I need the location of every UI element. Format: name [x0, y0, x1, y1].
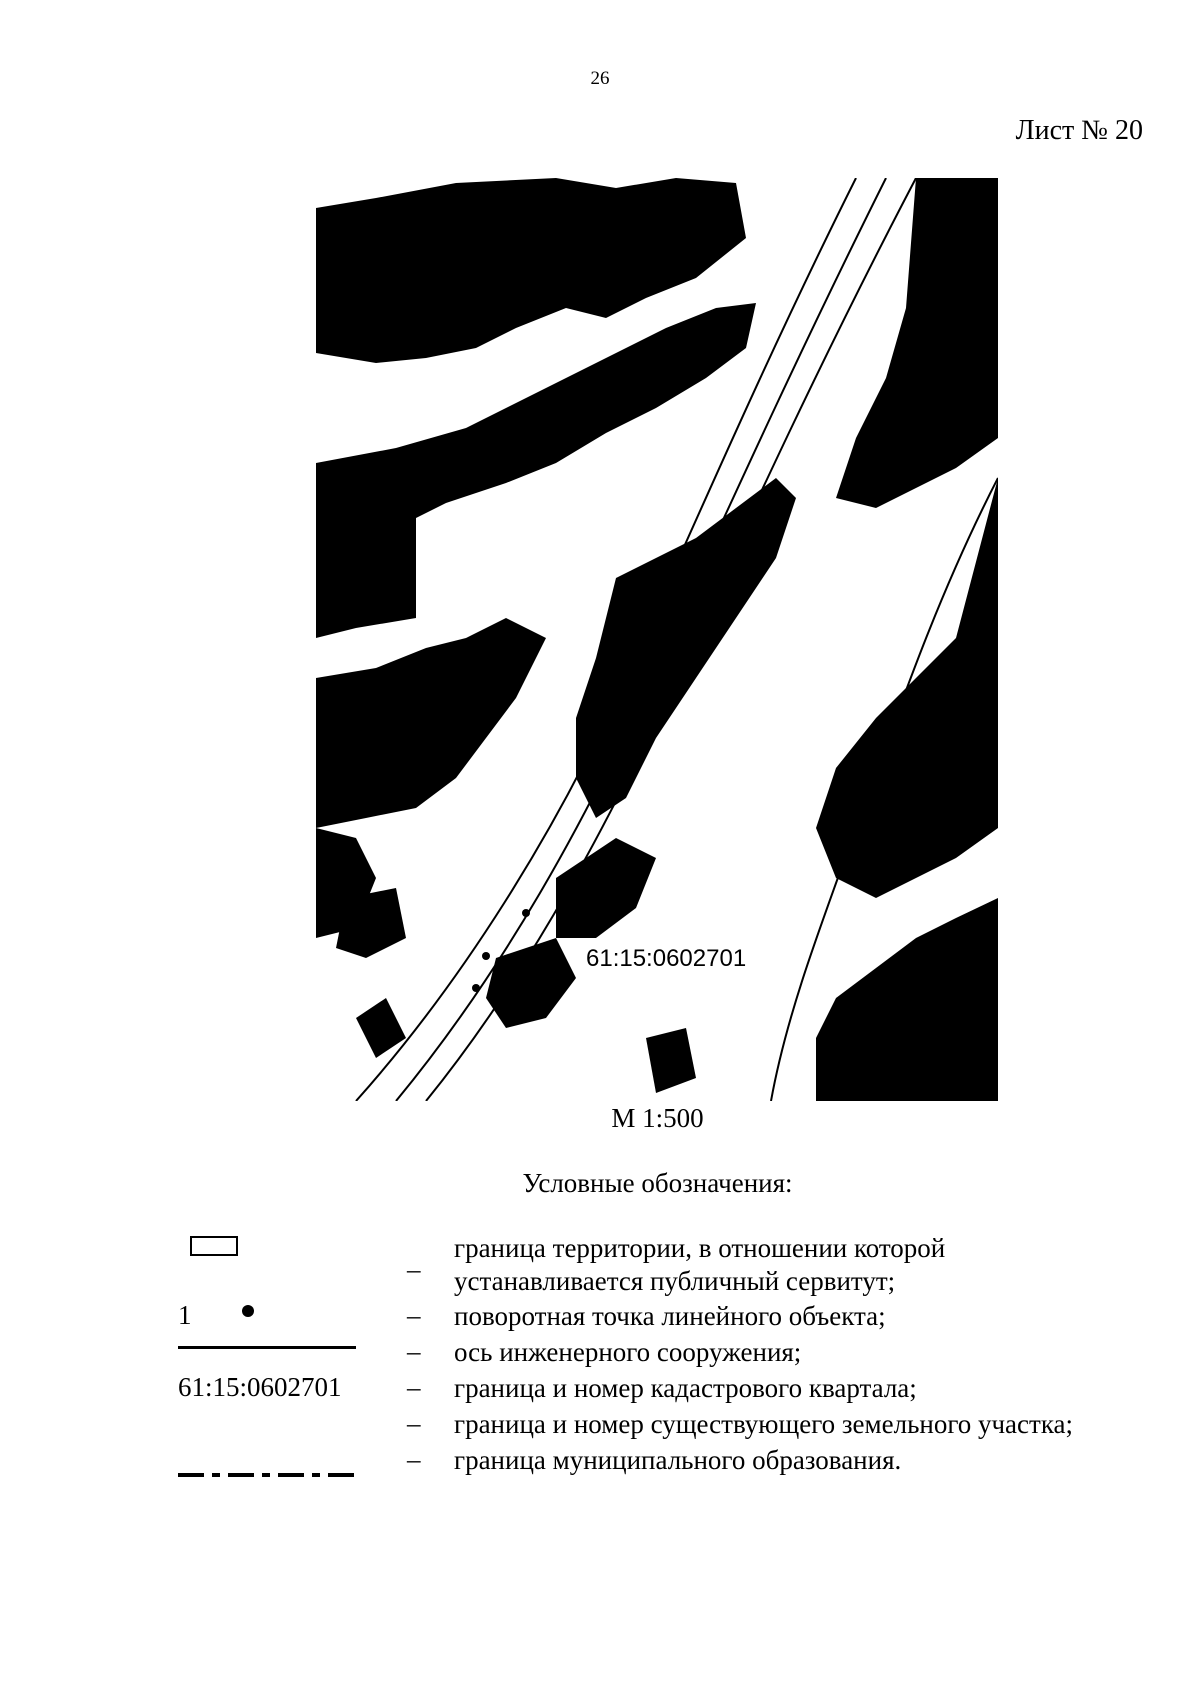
legend-text-line: устанавливается публичный сервитут;: [454, 1266, 896, 1296]
legend-dash: –: [407, 1444, 421, 1474]
map-scale: М 1:500: [611, 1103, 704, 1133]
dash-dot-line-svg: [178, 1472, 356, 1478]
legend-dash: –: [407, 1254, 421, 1284]
legend-symbol: 61:15:0602701: [178, 1372, 342, 1402]
legend-dash: –: [407, 1300, 421, 1330]
dot-icon: [242, 1305, 254, 1317]
legend-text: поворотная точка линейного объекта;: [454, 1301, 886, 1331]
sheet-label: Лист № 20: [1015, 115, 1143, 146]
legend-text: [454, 1232, 945, 1298]
legend-symbol: [178, 1300, 358, 1331]
aerial-map: [316, 178, 998, 1101]
solid-line-icon: [178, 1346, 358, 1349]
legend-text: ось инженерного сооружения;: [454, 1337, 802, 1367]
page-number: 26: [590, 68, 610, 89]
legend-text: граница муниципального образования.: [454, 1445, 902, 1475]
legend-dash: –: [407, 1408, 421, 1438]
legend-dash: –: [407, 1372, 421, 1402]
legend-text: граница и номер существующего земельного участка;: [454, 1409, 1074, 1439]
map-image: [316, 178, 998, 1101]
legend-text-line: граница территории, в отношении которой: [454, 1233, 946, 1263]
cadastral-quarter-label: 61:15:0602701: [586, 945, 747, 972]
legend-dash: –: [407, 1336, 421, 1366]
dash-dot-line-icon: [178, 1454, 358, 1485]
legend-title: Условные обозначения:: [522, 1168, 793, 1198]
rectangle-outline-icon: [178, 1236, 358, 1256]
legend-text: граница и номер кадастрового квартала;: [454, 1373, 917, 1403]
point-number: 1: [178, 1300, 192, 1330]
